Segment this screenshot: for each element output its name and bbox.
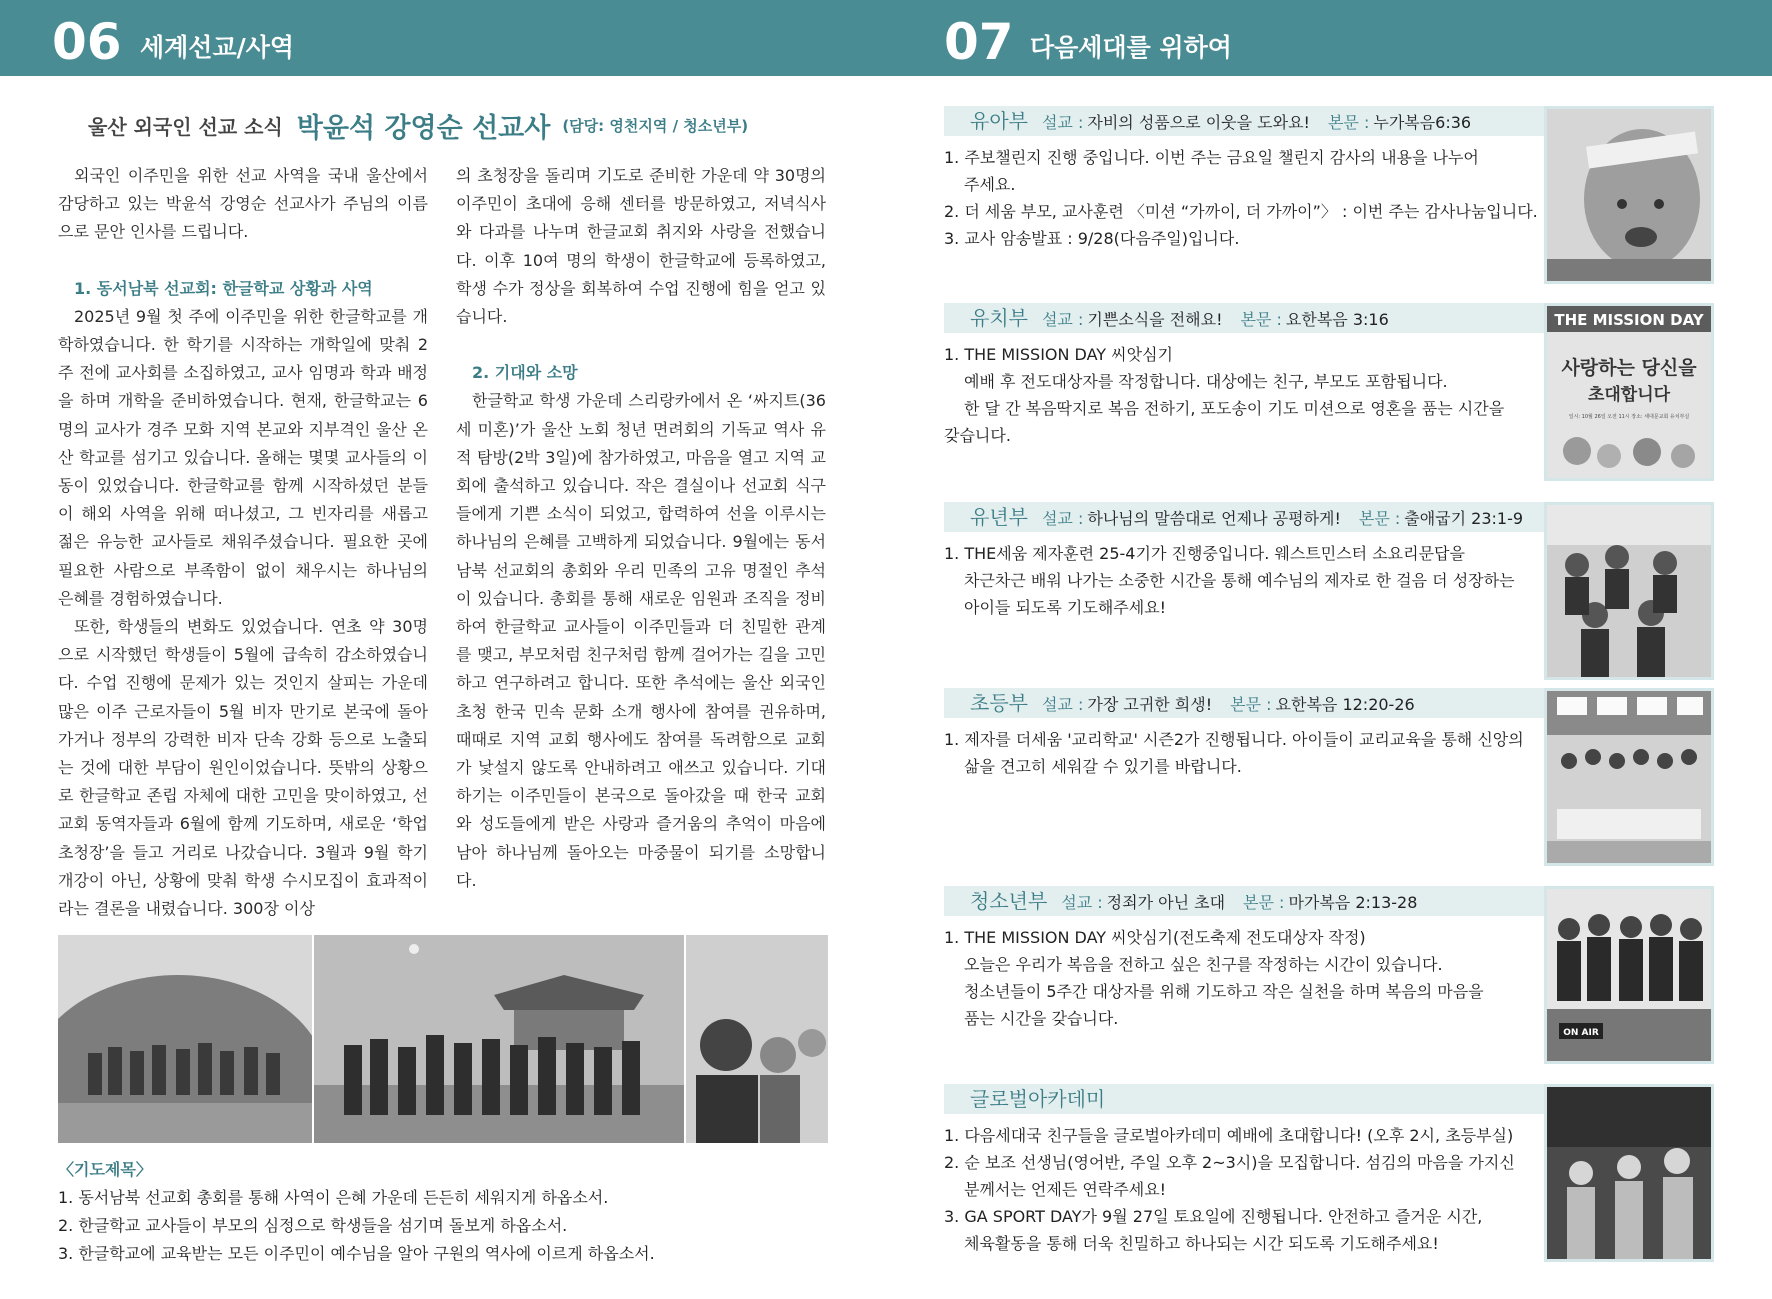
dept-body	[944, 924, 1544, 1032]
dept-elementary	[944, 688, 1544, 780]
dept-line: 청소년들이 5주간 대상자를 위해 기도하고 작은 실천을 하며 복음의 마음을	[964, 982, 1484, 1001]
sermon-title: 하나님의 말씀대로 언제나 공평하게!	[1087, 509, 1341, 528]
dept-line: 오늘은 우리가 복음을 전하고 싶은 친구를 작정하는 시간이 있습니다.	[964, 955, 1443, 974]
poster-mission-day	[1544, 303, 1714, 481]
scripture: 요한복음 12:20-26	[1275, 695, 1415, 714]
dept-line: 예배 후 전도대상자를 작정합니다. 대상에는 친구, 부모도 포함됩니다.	[964, 372, 1448, 391]
sermon-title: 자비의 성품으로 이웃을 도와요!	[1087, 113, 1310, 132]
dept-line: 품는 시간을 갖습니다.	[964, 1009, 1119, 1028]
poster-headline: 사랑하는 당신을	[1561, 357, 1697, 379]
dept-header	[944, 106, 1544, 136]
photo-elementary-classroom	[1544, 688, 1714, 866]
dept-infant	[944, 106, 1544, 252]
right-section-number: 07	[944, 13, 1014, 71]
dept-body	[944, 144, 1544, 252]
scripture: 요한복음 3:16	[1285, 310, 1389, 329]
dept-header	[944, 303, 1544, 333]
responsibility: (담당: 영천지역 / 청소년부)	[562, 117, 749, 135]
dept-line: 갖습니다.	[944, 426, 1011, 445]
sermon-label: 설교 :	[1041, 310, 1084, 329]
dept-line: 1. 제자를 더세움 '교리학교' 시즌2가 진행됩니다. 아이들이 교리교육을 통해 신앙의	[944, 730, 1524, 749]
photo-global-academy	[1544, 1084, 1714, 1262]
dept-body	[944, 540, 1544, 621]
text-label: 본문 :	[1240, 310, 1282, 329]
photo-youth-group	[1544, 886, 1714, 1064]
article-intro: 외국인 이주민을 위한 선교 사역을 국내 울산에서 감당하고 있는 박윤석 강영순 선교사가 주님의 이름으로 문안 인사를 드립니다.	[58, 166, 428, 242]
section1-title: 1. 동서남북 선교회: 한글학교 상황과 사역	[74, 278, 373, 298]
right-section-title: 다음세대를 위하여	[1030, 33, 1232, 62]
photo-selfie	[686, 935, 828, 1143]
dept-name: 유년부	[970, 505, 1028, 529]
on-air-sign: ON AIR	[1563, 1028, 1599, 1038]
dept-header	[944, 886, 1544, 916]
dept-header	[944, 1084, 1544, 1114]
section1-paragraph-1: 2025년 9월 첫 주에 이주민을 위한 한글학교를 개학하였습니다. 한 학기를 시작하는 개학일에 맞춰 2주 전에 교사회를 소집하였고, 교사 임명과 학과 배정을 하며 개학을 준비하였습니다. 현재, 한글학교는 6명의 교사가 경주 모화 지역 본교와 지부격인 울산 온산 학교를 섬기고 있습니다. 올해는 몇몇 교사들의 이동이 있었습니다. 한글학교를 함께 시작하셨던 분들이 해외 사역을 위해 떠나셨고, 그 빈자리를 새롭고 젊은 유능한 교사들로 채워주셨습니다. 필요한 곳에 필요한 사람으로 부족함이 없이 채우시는 하나님의 은혜를 경험하였습니다.	[58, 306, 428, 608]
sermon-title: 기쁜소식을 전해요!	[1087, 310, 1223, 329]
text-label: 본문 :	[1327, 113, 1370, 132]
prayer-title: 〈기도제목〉	[58, 1160, 152, 1179]
dept-line: 한 달 간 복음딱지로 복음 전하기, 포도송이 기도 미션으로 영혼을 품는 시간을	[964, 399, 1505, 418]
dept-name: 유아부	[970, 109, 1028, 133]
dept-name: 글로벌아카데미	[970, 1087, 1106, 1111]
text-label: 본문 :	[1358, 509, 1401, 528]
dept-line: 3. 교사 암송발표 : 9/28(다음주일)입니다.	[944, 229, 1240, 248]
dept-line: 3. GA SPORT DAY가 9월 27일 토요일에 진행됩니다. 안전하고 즐거운 시간,	[944, 1207, 1483, 1226]
dept-header	[944, 502, 1544, 532]
dept-body	[944, 1122, 1544, 1257]
dept-line: 1. 다음세대국 친구들을 글로벌아카데미 예배에 초대합니다! (오후 2시, 초등부실)	[944, 1126, 1514, 1145]
photo-primary-class	[1544, 502, 1714, 680]
dept-global-academy	[944, 1084, 1544, 1257]
dept-line: 삶을 견고히 세워갈 수 있기를 바랍니다.	[964, 757, 1242, 776]
text-label: 본문 :	[1243, 893, 1285, 912]
photo-group-tomb	[58, 935, 312, 1143]
sermon-label: 설교 :	[1061, 893, 1103, 912]
sermon-label: 설교 :	[1041, 695, 1084, 714]
section2-paragraph-1: 한글학교 학생 가운데 스리랑카에서 온 ‘싸지트(36세 미혼)’가 울산 노회 청년 면려회의 기독교 역사 유적 탐방(2박 3일)에 참가하였고, 마음을 열고 지역 교회에 출석하고 있습니다. 작은 결실이나 선교회 식구들에게 기쁜 소식이 되었고, 합력하여 선을 이루시는 하나님의 은혜를 고백하게 되었습니다. 9월에는 동서남북 선교회의 총회와 우리 민족의 고유 명절인 추석이 있습니다. 총회를 통해 새로운 임원과 조직을 정비하여 한글학교 교사들이 이주민들과 더 친밀한 관계를 맺고, 부모처럼 친구처럼 함께 걸어가는 길을 고민하고 연구하려고 합니다. 또한 추석에는 울산 외국인 초청 한국 민속 문화 소개 행사에 참여를 권유하며, 때때로 지역 교회 행사에도 참여를 독려함으로 교회가 낯설지 않도록 안내하려고 애쓰고 있습니다. 기대하기는 이주민들이 본국으로 돌아갔을 때 한국 교회와 성도들에게 받은 사랑과 즐거움의 추억이 마음에 남아 하나님께 돌아오는 마중물이 되기를 소망합니다.	[456, 391, 826, 890]
dept-header	[944, 688, 1544, 718]
dept-line: 1. THE MISSION DAY 씨앗심기	[944, 345, 1173, 364]
dept-line: 2. 더 세움 부모, 교사훈련 〈미션 “가까이, 더 가까이”〉 : 이번 주는 감사나눔입니다.	[944, 202, 1538, 221]
photo-infant-child	[1544, 106, 1714, 284]
scripture: 출애굽기 23:1-9	[1404, 509, 1524, 528]
headline-prefix: 울산 외국인 선교 소식	[88, 115, 283, 139]
sermon-title: 정죄가 아닌 초대	[1106, 893, 1226, 912]
article-column-1	[58, 162, 428, 923]
dept-name: 청소년부	[970, 889, 1048, 913]
dept-line: 1. 주보챌린지 진행 중입니다. 이번 주는 금요일 챌린지 감사의 내용을 나누어	[944, 148, 1479, 167]
column2-paragraph-1: 의 초청장을 돌리며 기도로 준비한 가운데 약 30명의 이주민이 초대에 응해 센터를 방문하였고, 저녁식사와 다과를 나누며 한글교회 취지와 사랑을 전했습니다. 이후 10여 명의 학생이 한글학교에 등록하였고, 학생 수가 정상을 회복하여 수업 진행에 힘을 얻고 있습니다.	[456, 166, 826, 327]
dept-name: 유치부	[970, 306, 1028, 330]
prayer-item: 3. 한글학교에 교육받는 모든 이주민이 예수님을 알아 구원의 역사에 이르게 하옵소서.	[58, 1244, 655, 1263]
section1-paragraph-2: 또한, 학생들의 변화도 있었습니다. 연초 약 30명으로 시작했던 학생들이 5월에 급속히 감소하였습니다. 수업 진행에 문제가 있는 것인지 살피는 가운데 많은 이주 근로자들이 5월 비자 만기로 본국에 돌아가거나 정부의 강력한 비자 단속 강화 등으로 노출되는 것에 대한 부담이 원인이었습니다. 뜻밖의 상황으로 한글학교 존립 자체에 대한 고민을 맞이하였고, 선교회 동역자들과 6월에 함께 기도하며, 새로운 ‘학업 초청장’을 들고 거리로 나갔습니다. 3월과 9월 학기 개강이 아닌, 상황에 맞춰 학생 수시모집이 효과적이라는 결론을 내렸습니다. 300장 이상	[58, 617, 428, 919]
poster-headline-2: 초대합니다	[1587, 385, 1671, 405]
prayer-item: 1. 동서남북 선교회 총회를 통해 사역이 은혜 가운데 든든히 세워지게 하옵소서.	[58, 1188, 609, 1207]
article-headline	[88, 106, 848, 146]
sermon-label: 설교 :	[1041, 509, 1084, 528]
poster-title: THE MISSION DAY	[1554, 311, 1704, 329]
dept-name: 초등부	[970, 691, 1028, 715]
dept-line: 1. THE세움 제자훈련 25-4기가 진행중입니다. 웨스트민스터 소요리문답을	[944, 544, 1465, 563]
section2-title: 2. 기대와 소망	[472, 363, 578, 383]
dept-body	[944, 726, 1544, 780]
dept-line: 체육활동을 통해 더욱 친밀하고 하나되는 시간 되도록 기도해주세요!	[964, 1234, 1439, 1253]
scripture: 누가복음6:36	[1373, 113, 1472, 132]
dept-kindergarten	[944, 303, 1544, 449]
left-section-title: 세계선교/사역	[140, 33, 295, 62]
text-label: 본문 :	[1230, 695, 1272, 714]
dept-body	[944, 341, 1544, 449]
header-bar	[0, 0, 1772, 76]
missionary-name: 박윤석 강영순 선교사	[296, 113, 551, 144]
dept-line: 주세요.	[964, 175, 1016, 194]
sermon-label: 설교 :	[1041, 113, 1084, 132]
prayer-item: 2. 한글학교 교사들이 부모의 심정으로 학생들을 섬기며 돌보게 하옵소서.	[58, 1216, 568, 1235]
sermon-title: 가장 고귀한 희생!	[1087, 695, 1213, 714]
dept-primary	[944, 502, 1544, 621]
dept-line: 1. THE MISSION DAY 씨앗심기(전도축제 전도대상자 작정)	[944, 928, 1366, 947]
dept-line: 차근차근 배워 나가는 소중한 시간을 통해 예수님의 제자로 한 걸음 더 성장하는	[964, 571, 1515, 590]
poster-info: 일시: 10월 26일 오전 11시 장소: 세대문교회 유치부실	[1568, 414, 1690, 420]
scripture: 마가복음 2:13-28	[1288, 893, 1418, 912]
prayer-requests	[58, 1156, 838, 1268]
left-section-number: 06	[52, 13, 122, 71]
photo-group-palace	[314, 935, 684, 1143]
dept-line: 2. 순 보조 선생님(영어반, 주일 오후 2~3시)을 모집합니다. 섬김의 마음을 가지신	[944, 1153, 1515, 1172]
dept-line: 분께서는 언제든 연락주세요!	[964, 1180, 1167, 1199]
dept-line: 아이들 되도록 기도해주세요!	[964, 598, 1167, 617]
dept-youth	[944, 886, 1544, 1032]
article-column-2	[456, 162, 826, 895]
